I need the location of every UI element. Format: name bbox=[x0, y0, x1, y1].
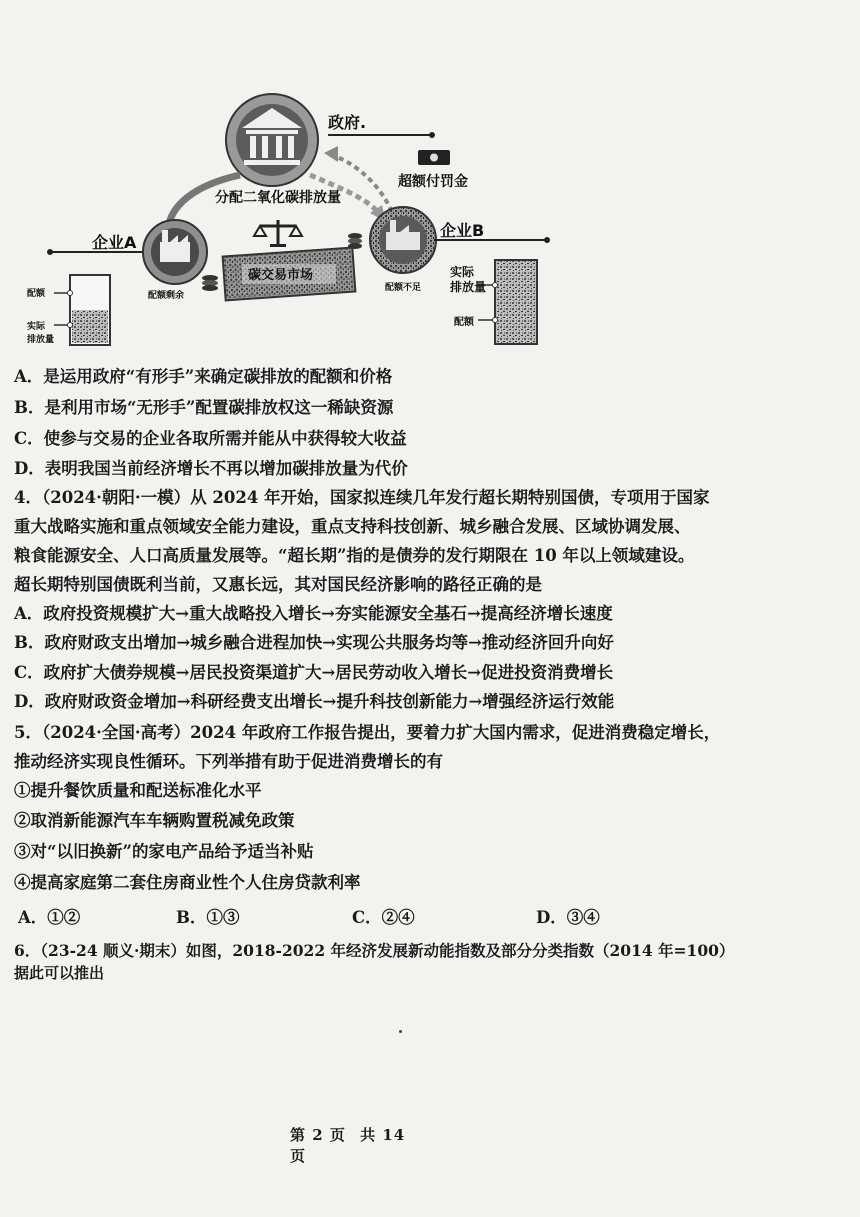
carbon-trading-diagram bbox=[20, 80, 560, 370]
q4-option-a: A．政府投资规模扩大→重大战略投入增长→夯实能源安全基石→提高经济增长速度 bbox=[14, 604, 613, 623]
q4-stem-line-2: 重大战略实施和重点领域安全能力建设，重点支持科技创新、城乡融合发展、区域协调发展、 bbox=[14, 517, 691, 536]
q5-stem-line-1: 5．（2024·全国·高考）2024 年政府工作报告提出，要着力扩大国内需求，促进消费稳定增长， bbox=[14, 723, 721, 742]
penalty-label: 超额付罚金 bbox=[398, 174, 468, 190]
q4-stem-line-3: 粮食能源安全、人口高质量发展等。“超长期”指的是债券的发行期限在 10 年以上领域建设。 bbox=[14, 546, 695, 565]
enterprise-b-label: 企业B bbox=[440, 221, 485, 240]
page-number: 第 2 页 bbox=[290, 1126, 346, 1144]
allocate-label: 分配二氧化碳排放量 bbox=[215, 190, 341, 206]
enterprise-a-label: 企业A bbox=[92, 233, 137, 252]
government-label: 政府. bbox=[328, 113, 367, 132]
scales-icon bbox=[254, 220, 302, 247]
q5-item-2: ②取消新能源汽车车辆购置税减免政策 bbox=[14, 811, 295, 830]
enterprise-b-quota-bar bbox=[478, 260, 537, 344]
coins-icon-left bbox=[202, 275, 218, 291]
speck bbox=[399, 1030, 402, 1033]
government-icon bbox=[226, 94, 318, 186]
q5-option-a: A．①② bbox=[18, 908, 81, 927]
q4-option-b: B．政府财政支出增加→城乡融合进程加快→实现公共服务均等→推动经济回升向好 bbox=[14, 633, 614, 652]
q5-item-1: ①提升餐饮质量和配送标准化水平 bbox=[14, 781, 262, 800]
q5-options bbox=[18, 904, 778, 926]
page-total: 共 14 页 bbox=[290, 1126, 406, 1165]
money-icon bbox=[418, 150, 450, 165]
q4-option-c: C．政府扩大债券规模→居民投资渠道扩大→居民劳动收入增长→促进投资消费增长 bbox=[14, 663, 614, 682]
q5-option-c: C．②④ bbox=[352, 908, 415, 927]
q4-option-d: D．政府财政资金增加→科研经费支出增长→提升科技创新能力→增强经济运行效能 bbox=[14, 692, 615, 711]
q5-option-b: B．①③ bbox=[176, 908, 240, 927]
q4-stem-line-4: 超长期特别国债既利当前，又惠长远，其对国民经济影响的路径正确的是 bbox=[14, 575, 542, 594]
q3-option-a: A．是运用政府“有形手”来确定碳排放的配额和价格 bbox=[14, 367, 393, 386]
market-label: 碳交易市场 bbox=[248, 268, 314, 283]
actual-label-b-1: 实际 bbox=[450, 265, 475, 279]
q6-stem-line-2: 据此可以推出 bbox=[14, 964, 105, 982]
q3-option-b: B．是利用市场“无形手”配置碳排放权这一稀缺资源 bbox=[14, 398, 394, 417]
q3-option-d: D．表明我国当前经济增长不再以增加碳排放量为代价 bbox=[14, 459, 408, 478]
q5-item-3: ③对“以旧换新”的家电产品给予适当补贴 bbox=[14, 842, 314, 861]
quota-label-a: 配额 bbox=[27, 289, 46, 299]
shortage-label: 配额不足 bbox=[385, 283, 422, 293]
q6-stem-line-1: 6．（23-24 顺义·期末）如图，2018-2022 年经济发展新动能指数及部分分类指数（2014 年=100） bbox=[14, 941, 735, 960]
q3-option-c: C．使参与交易的企业各取所需并能从中获得较大收益 bbox=[14, 429, 407, 448]
actual-label-a-1: 实际 bbox=[27, 322, 46, 332]
actual-label-b-2: 排放量 bbox=[450, 280, 487, 294]
factory-a-icon bbox=[143, 220, 207, 284]
page-footer bbox=[290, 1124, 430, 1166]
q5-option-d: D．③④ bbox=[536, 908, 600, 927]
q5-stem-line-2: 推动经济实现良性循环。下列举措有助于促进消费增长的有 bbox=[14, 752, 443, 771]
q5-item-4: ④提高家庭第二套住房商业性个人住房贷款利率 bbox=[14, 873, 361, 892]
q4-stem-line-1: 4．（2024·朝阳·一模）从 2024 年开始，国家拟连续几年发行超长期特别国债，专项用于国家 bbox=[14, 488, 710, 507]
coins-icon-right bbox=[348, 233, 362, 249]
quota-label-b: 配额 bbox=[454, 317, 474, 328]
actual-label-a-2: 排放量 bbox=[27, 335, 55, 345]
factory-b-icon bbox=[370, 207, 436, 273]
surplus-label: 配额剩余 bbox=[148, 291, 185, 301]
enterprise-a-quota-bar bbox=[54, 275, 110, 345]
